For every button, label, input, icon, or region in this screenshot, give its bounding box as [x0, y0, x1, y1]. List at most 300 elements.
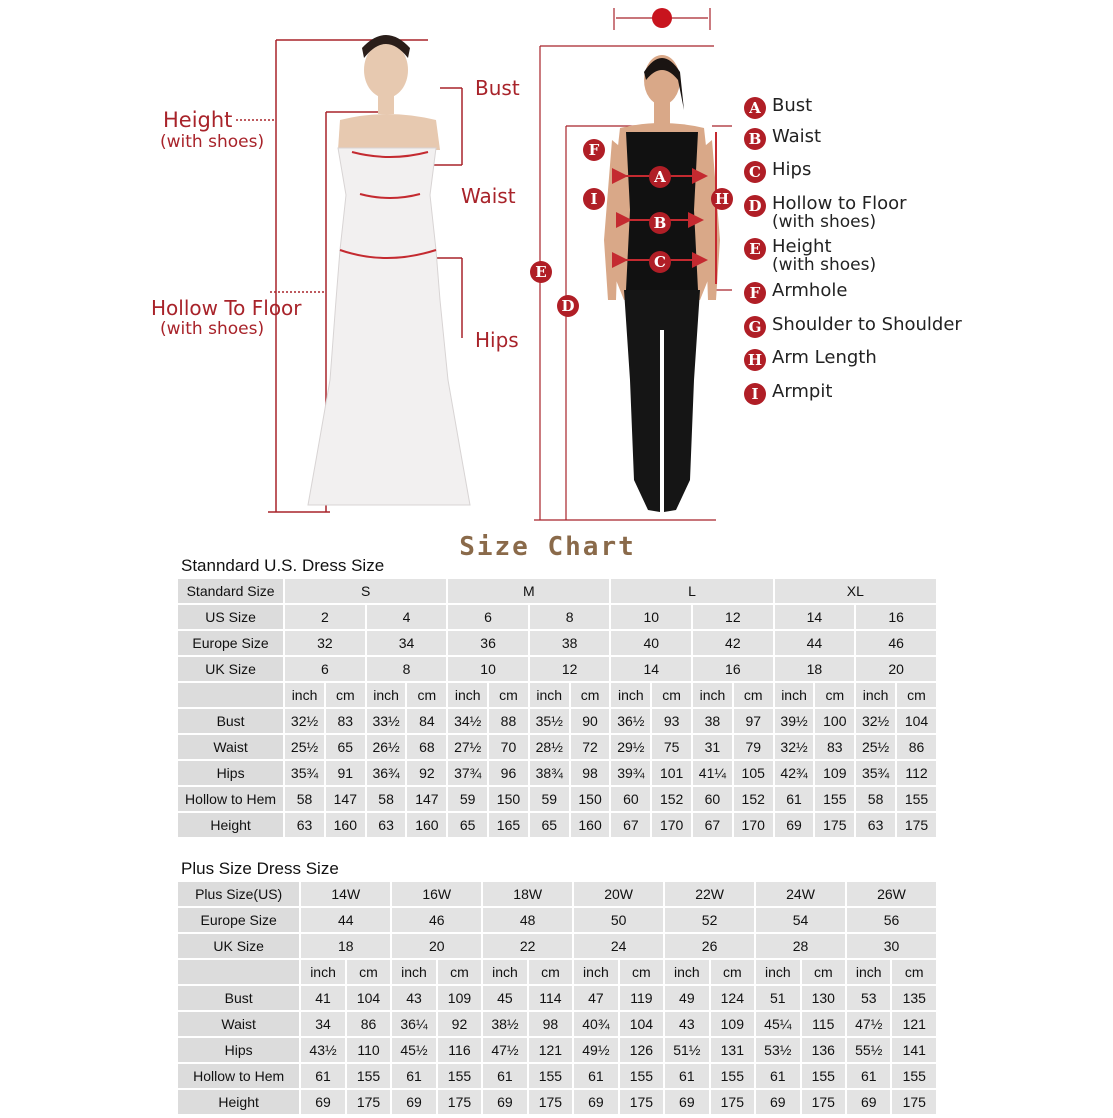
plus-uk-label: UK Size — [178, 934, 299, 958]
measure-value: 92 — [407, 761, 446, 785]
measure-value: 98 — [529, 1012, 572, 1036]
measure-value: 39½ — [775, 709, 814, 733]
measure-value: 116 — [438, 1038, 481, 1062]
legend-d-sub: (with shoes) — [772, 212, 877, 232]
measure-value: 121 — [529, 1038, 572, 1062]
measure-value: 69 — [301, 1090, 344, 1114]
plus-uk-cell: 20 — [392, 934, 481, 958]
marker-e: E — [530, 261, 552, 283]
measure-value: 91 — [326, 761, 365, 785]
plus-uk-cell: 26 — [665, 934, 754, 958]
measure-value: 69 — [483, 1090, 526, 1114]
europe-size-label: Europe Size — [178, 631, 283, 655]
measure-value: 109 — [711, 1012, 754, 1036]
measure-value: 69 — [756, 1090, 799, 1114]
measure-value: 31 — [693, 735, 732, 759]
measure-value: 69 — [665, 1090, 708, 1114]
uk-size-cell: 18 — [775, 657, 855, 681]
legend-item-i — [744, 382, 832, 405]
plus-measure-row — [178, 1090, 936, 1114]
measure-value: 86 — [347, 1012, 390, 1036]
measure-value: 97 — [734, 709, 773, 733]
us-size-cell: 16 — [856, 605, 936, 629]
measure-value: 175 — [892, 1090, 936, 1114]
marker-d: D — [557, 295, 579, 317]
us-size-cell: 12 — [693, 605, 773, 629]
legend-d-text — [772, 194, 907, 231]
plus-europe-label: Europe Size — [178, 908, 299, 932]
measure-value: 47½ — [483, 1038, 526, 1062]
measure-value: 155 — [620, 1064, 663, 1088]
legend-c-icon: C — [744, 161, 766, 183]
measure-value: 170 — [652, 813, 691, 837]
plus-europe-cell: 54 — [756, 908, 845, 932]
measure-value: 35½ — [530, 709, 569, 733]
measure-value: 147 — [326, 787, 365, 811]
standard-measure-row — [178, 761, 936, 785]
plus-europe-cell: 56 — [847, 908, 936, 932]
measure-value: 49 — [665, 986, 708, 1010]
unit-inch: inch — [285, 683, 324, 707]
measure-value: 51 — [756, 986, 799, 1010]
measure-value: 75 — [652, 735, 691, 759]
us-size-cell: 8 — [530, 605, 610, 629]
measure-value: 86 — [897, 735, 936, 759]
measure-value: 141 — [892, 1038, 936, 1062]
marker-b: B — [649, 212, 671, 234]
measure-value: 58 — [367, 787, 406, 811]
measure-value: 27½ — [448, 735, 487, 759]
measure-value: 63 — [285, 813, 324, 837]
measure-value: 152 — [734, 787, 773, 811]
plus-uk-cell: 18 — [301, 934, 390, 958]
standard-header-row — [178, 579, 936, 603]
measure-value: 121 — [892, 1012, 936, 1036]
measure-value: 109 — [815, 761, 854, 785]
measure-value: 147 — [407, 787, 446, 811]
measure-value: 155 — [711, 1064, 754, 1088]
measure-value: 61 — [574, 1064, 617, 1088]
measure-value: 43½ — [301, 1038, 344, 1062]
measure-value: 58 — [285, 787, 324, 811]
measure-value: 175 — [438, 1090, 481, 1114]
legend-item-g — [744, 315, 962, 338]
unit-inch: inch — [530, 683, 569, 707]
unit-inch: inch — [483, 960, 526, 984]
marker-g — [652, 8, 672, 28]
hips-label: Hips — [475, 328, 519, 352]
us-size-cell: 10 — [611, 605, 691, 629]
us-size-cell: 14 — [775, 605, 855, 629]
uk-size-cell: 12 — [530, 657, 610, 681]
unit-inch: inch — [392, 960, 435, 984]
measure-value: 41 — [301, 986, 344, 1010]
unit-cm: cm — [711, 960, 754, 984]
legend-item-b — [744, 127, 821, 150]
legend-e-text — [772, 237, 876, 274]
uk-size-cell: 10 — [448, 657, 528, 681]
unit-row-label — [178, 683, 283, 707]
unit-inch: inch — [301, 960, 344, 984]
measure-value: 65 — [530, 813, 569, 837]
measure-value: 155 — [438, 1064, 481, 1088]
measure-label: Waist — [178, 735, 283, 759]
measure-value: 105 — [734, 761, 773, 785]
measure-value: 101 — [652, 761, 691, 785]
measure-value: 160 — [326, 813, 365, 837]
europe-size-row — [178, 631, 936, 655]
legend-e-sub: (with shoes) — [772, 255, 877, 275]
plus-uk-row — [178, 934, 936, 958]
plus-uk-cell: 24 — [574, 934, 663, 958]
height-label: Height — [163, 108, 233, 132]
uk-size-label: UK Size — [178, 657, 283, 681]
measure-value: 175 — [802, 1090, 845, 1114]
measure-label: Waist — [178, 1012, 299, 1036]
us-size-label: US Size — [178, 605, 283, 629]
measure-value: 175 — [347, 1090, 390, 1114]
measure-value: 28½ — [530, 735, 569, 759]
measure-label: Bust — [178, 986, 299, 1010]
unit-row — [178, 683, 936, 707]
group-xl: XL — [775, 579, 936, 603]
measure-value: 63 — [856, 813, 895, 837]
measure-value: 32½ — [775, 735, 814, 759]
measure-value: 160 — [571, 813, 610, 837]
plus-measure-row — [178, 1012, 936, 1036]
legend-b-text: Waist — [772, 126, 822, 147]
measure-value: 41¼ — [693, 761, 732, 785]
standard-measure-row — [178, 787, 936, 811]
measure-value: 37¾ — [448, 761, 487, 785]
plus-size-cell: 22W — [665, 882, 754, 906]
measure-value: 175 — [815, 813, 854, 837]
measure-value: 58 — [856, 787, 895, 811]
measure-value: 104 — [897, 709, 936, 733]
legend-d-main: Hollow to Floor — [772, 193, 907, 214]
unit-inch: inch — [756, 960, 799, 984]
measure-value: 126 — [620, 1038, 663, 1062]
measure-value: 104 — [620, 1012, 663, 1036]
left-model-dress — [308, 35, 470, 505]
plus-size-cell: 26W — [847, 882, 936, 906]
plus-size-cell: 24W — [756, 882, 845, 906]
group-l: L — [611, 579, 772, 603]
measure-value: 175 — [711, 1090, 754, 1114]
legend-i-text: Armpit — [772, 381, 833, 402]
standard-measure-row — [178, 709, 936, 733]
measure-value: 83 — [815, 735, 854, 759]
measure-value: 115 — [802, 1012, 845, 1036]
measure-value: 61 — [483, 1064, 526, 1088]
unit-inch: inch — [367, 683, 406, 707]
measure-label: Height — [178, 1090, 299, 1114]
legend-e-main: Height — [772, 236, 832, 257]
hollow-to-floor-label: Hollow To Floor — [151, 296, 302, 320]
plus-measure-row — [178, 1064, 936, 1088]
measure-value: 38 — [693, 709, 732, 733]
measure-value: 135 — [892, 986, 936, 1010]
uk-size-cell: 16 — [693, 657, 773, 681]
measure-value: 67 — [693, 813, 732, 837]
bust-label: Bust — [475, 76, 520, 100]
waist-label: Waist — [461, 184, 516, 208]
measure-value: 110 — [347, 1038, 390, 1062]
measure-value: 152 — [652, 787, 691, 811]
measure-value: 61 — [301, 1064, 344, 1088]
measure-value: 112 — [897, 761, 936, 785]
legend-e-icon: E — [744, 238, 766, 260]
standard-header-label: Standard Size — [178, 579, 283, 603]
measure-value: 49½ — [574, 1038, 617, 1062]
plus-unit-row-label — [178, 960, 299, 984]
marker-c: C — [649, 251, 671, 273]
measure-value: 131 — [711, 1038, 754, 1062]
plus-header-row — [178, 882, 936, 906]
measure-value: 100 — [815, 709, 854, 733]
unit-inch: inch — [574, 960, 617, 984]
plus-size-cell: 16W — [392, 882, 481, 906]
measure-value: 60 — [693, 787, 732, 811]
plus-header-label: Plus Size(US) — [178, 882, 299, 906]
europe-size-cell: 34 — [367, 631, 447, 655]
marker-h: H — [711, 188, 733, 210]
measure-value: 34 — [301, 1012, 344, 1036]
legend-item-d — [744, 194, 907, 231]
plus-uk-cell: 22 — [483, 934, 572, 958]
measure-value: 38¾ — [530, 761, 569, 785]
measure-value: 47½ — [847, 1012, 890, 1036]
measure-value: 42¾ — [775, 761, 814, 785]
measure-value: 150 — [489, 787, 528, 811]
plus-europe-cell: 50 — [574, 908, 663, 932]
plus-unit-row — [178, 960, 936, 984]
measure-label: Height — [178, 813, 283, 837]
unit-cm: cm — [892, 960, 936, 984]
measure-value: 165 — [489, 813, 528, 837]
measure-value: 67 — [611, 813, 650, 837]
plus-measure-row — [178, 986, 936, 1010]
marker-f: F — [583, 139, 605, 161]
measure-value: 26½ — [367, 735, 406, 759]
measure-value: 69 — [775, 813, 814, 837]
group-s: S — [285, 579, 446, 603]
unit-inch: inch — [775, 683, 814, 707]
size-chart-title: Size Chart — [459, 532, 636, 562]
measure-label: Hollow to Hem — [178, 1064, 299, 1088]
measure-value: 36¼ — [392, 1012, 435, 1036]
measure-value: 25½ — [285, 735, 324, 759]
uk-size-row — [178, 657, 936, 681]
us-size-cell: 2 — [285, 605, 365, 629]
plus-size-cell: 20W — [574, 882, 663, 906]
measure-value: 59 — [530, 787, 569, 811]
measure-value: 38½ — [483, 1012, 526, 1036]
measure-value: 90 — [571, 709, 610, 733]
unit-cm: cm — [620, 960, 663, 984]
unit-cm: cm — [529, 960, 572, 984]
measure-value: 72 — [571, 735, 610, 759]
measure-value: 61 — [847, 1064, 890, 1088]
marker-a: A — [649, 166, 671, 188]
measure-value: 69 — [847, 1090, 890, 1114]
unit-inch: inch — [611, 683, 650, 707]
measure-label: Hips — [178, 1038, 299, 1062]
measure-value: 65 — [448, 813, 487, 837]
unit-inch: inch — [847, 960, 890, 984]
right-model-black — [604, 55, 720, 512]
measurement-illustration — [0, 0, 1113, 530]
europe-size-cell: 42 — [693, 631, 773, 655]
unit-inch: inch — [665, 960, 708, 984]
legend-a-icon: A — [744, 97, 766, 119]
measure-value: 68 — [407, 735, 446, 759]
measure-value: 45 — [483, 986, 526, 1010]
plus-europe-cell: 46 — [392, 908, 481, 932]
unit-cm: cm — [347, 960, 390, 984]
measure-value: 53 — [847, 986, 890, 1010]
measure-label: Hollow to Hem — [178, 787, 283, 811]
standard-section-title: Stanndard U.S. Dress Size — [181, 556, 385, 575]
measure-value: 36¾ — [367, 761, 406, 785]
measure-value: 45½ — [392, 1038, 435, 1062]
plus-europe-cell: 44 — [301, 908, 390, 932]
europe-size-cell: 46 — [856, 631, 936, 655]
legend-f-text: Armhole — [772, 280, 848, 301]
unit-cm: cm — [489, 683, 528, 707]
unit-inch: inch — [448, 683, 487, 707]
measure-value: 55½ — [847, 1038, 890, 1062]
measure-value: 160 — [407, 813, 446, 837]
measure-value: 63 — [367, 813, 406, 837]
measure-value: 43 — [665, 1012, 708, 1036]
europe-size-cell: 36 — [448, 631, 528, 655]
measure-value: 155 — [802, 1064, 845, 1088]
group-m: M — [448, 579, 609, 603]
measure-value: 35¾ — [285, 761, 324, 785]
measure-value: 175 — [897, 813, 936, 837]
unit-cm: cm — [571, 683, 610, 707]
us-size-cell: 6 — [448, 605, 528, 629]
measure-value: 61 — [665, 1064, 708, 1088]
measure-value: 47 — [574, 986, 617, 1010]
plus-europe-row — [178, 908, 936, 932]
measure-value: 124 — [711, 986, 754, 1010]
measure-value: 25½ — [856, 735, 895, 759]
measure-value: 155 — [815, 787, 854, 811]
plus-measure-row — [178, 1038, 936, 1062]
legend-d-icon: D — [744, 195, 766, 217]
legend-item-f — [744, 281, 847, 304]
measure-value: 45¼ — [756, 1012, 799, 1036]
unit-cm: cm — [897, 683, 936, 707]
plus-size-cell: 14W — [301, 882, 390, 906]
unit-cm: cm — [438, 960, 481, 984]
measure-value: 60 — [611, 787, 650, 811]
measure-value: 65 — [326, 735, 365, 759]
measure-value: 93 — [652, 709, 691, 733]
europe-size-cell: 38 — [530, 631, 610, 655]
uk-size-cell: 8 — [367, 657, 447, 681]
uk-size-cell: 6 — [285, 657, 365, 681]
measure-value: 96 — [489, 761, 528, 785]
plus-size-table — [176, 880, 938, 1116]
measure-value: 51½ — [665, 1038, 708, 1062]
europe-size-cell: 40 — [611, 631, 691, 655]
measure-label: Bust — [178, 709, 283, 733]
measure-value: 53½ — [756, 1038, 799, 1062]
plus-europe-cell: 48 — [483, 908, 572, 932]
legend-b-icon: B — [744, 128, 766, 150]
legend-a-text: Bust — [772, 95, 813, 116]
unit-cm: cm — [802, 960, 845, 984]
measure-value: 32½ — [285, 709, 324, 733]
europe-size-cell: 44 — [775, 631, 855, 655]
measure-value: 79 — [734, 735, 773, 759]
uk-size-cell: 14 — [611, 657, 691, 681]
unit-cm: cm — [652, 683, 691, 707]
unit-cm: cm — [815, 683, 854, 707]
measure-value: 36½ — [611, 709, 650, 733]
measure-value: 34½ — [448, 709, 487, 733]
measure-value: 98 — [571, 761, 610, 785]
measure-value: 29½ — [611, 735, 650, 759]
standard-measure-row — [178, 735, 936, 759]
measure-value: 32½ — [856, 709, 895, 733]
legend-item-e — [744, 237, 876, 274]
measure-value: 175 — [529, 1090, 572, 1114]
us-size-cell: 4 — [367, 605, 447, 629]
legend-f-icon: F — [744, 282, 766, 304]
measure-value: 170 — [734, 813, 773, 837]
unit-cm: cm — [326, 683, 365, 707]
measure-value: 88 — [489, 709, 528, 733]
measure-label: Hips — [178, 761, 283, 785]
measure-value: 69 — [574, 1090, 617, 1114]
plus-uk-cell: 28 — [756, 934, 845, 958]
measure-value: 59 — [448, 787, 487, 811]
measure-value: 69 — [392, 1090, 435, 1114]
legend-h-text: Arm Length — [772, 347, 877, 368]
europe-size-cell: 32 — [285, 631, 365, 655]
measure-value: 130 — [802, 986, 845, 1010]
unit-inch: inch — [856, 683, 895, 707]
uk-size-cell: 20 — [856, 657, 936, 681]
measure-value: 104 — [347, 986, 390, 1010]
measurement-figures — [0, 0, 1113, 530]
measure-value: 43 — [392, 986, 435, 1010]
measure-value: 61 — [775, 787, 814, 811]
plus-size-cell: 18W — [483, 882, 572, 906]
legend-item-c — [744, 160, 811, 183]
plus-section-title: Plus Size Dress Size — [181, 859, 339, 878]
measure-value: 119 — [620, 986, 663, 1010]
measure-value: 84 — [407, 709, 446, 733]
measure-value: 83 — [326, 709, 365, 733]
height-sub-label: (with shoes) — [160, 132, 265, 152]
measure-value: 61 — [392, 1064, 435, 1088]
measure-value: 70 — [489, 735, 528, 759]
unit-cm: cm — [734, 683, 773, 707]
plus-uk-cell: 30 — [847, 934, 936, 958]
measure-value: 155 — [897, 787, 936, 811]
legend-h-icon: H — [744, 349, 766, 371]
measure-value: 150 — [571, 787, 610, 811]
legend-item-a — [744, 96, 812, 119]
legend-i-icon: I — [744, 383, 766, 405]
us-size-row — [178, 605, 936, 629]
measure-value: 61 — [756, 1064, 799, 1088]
